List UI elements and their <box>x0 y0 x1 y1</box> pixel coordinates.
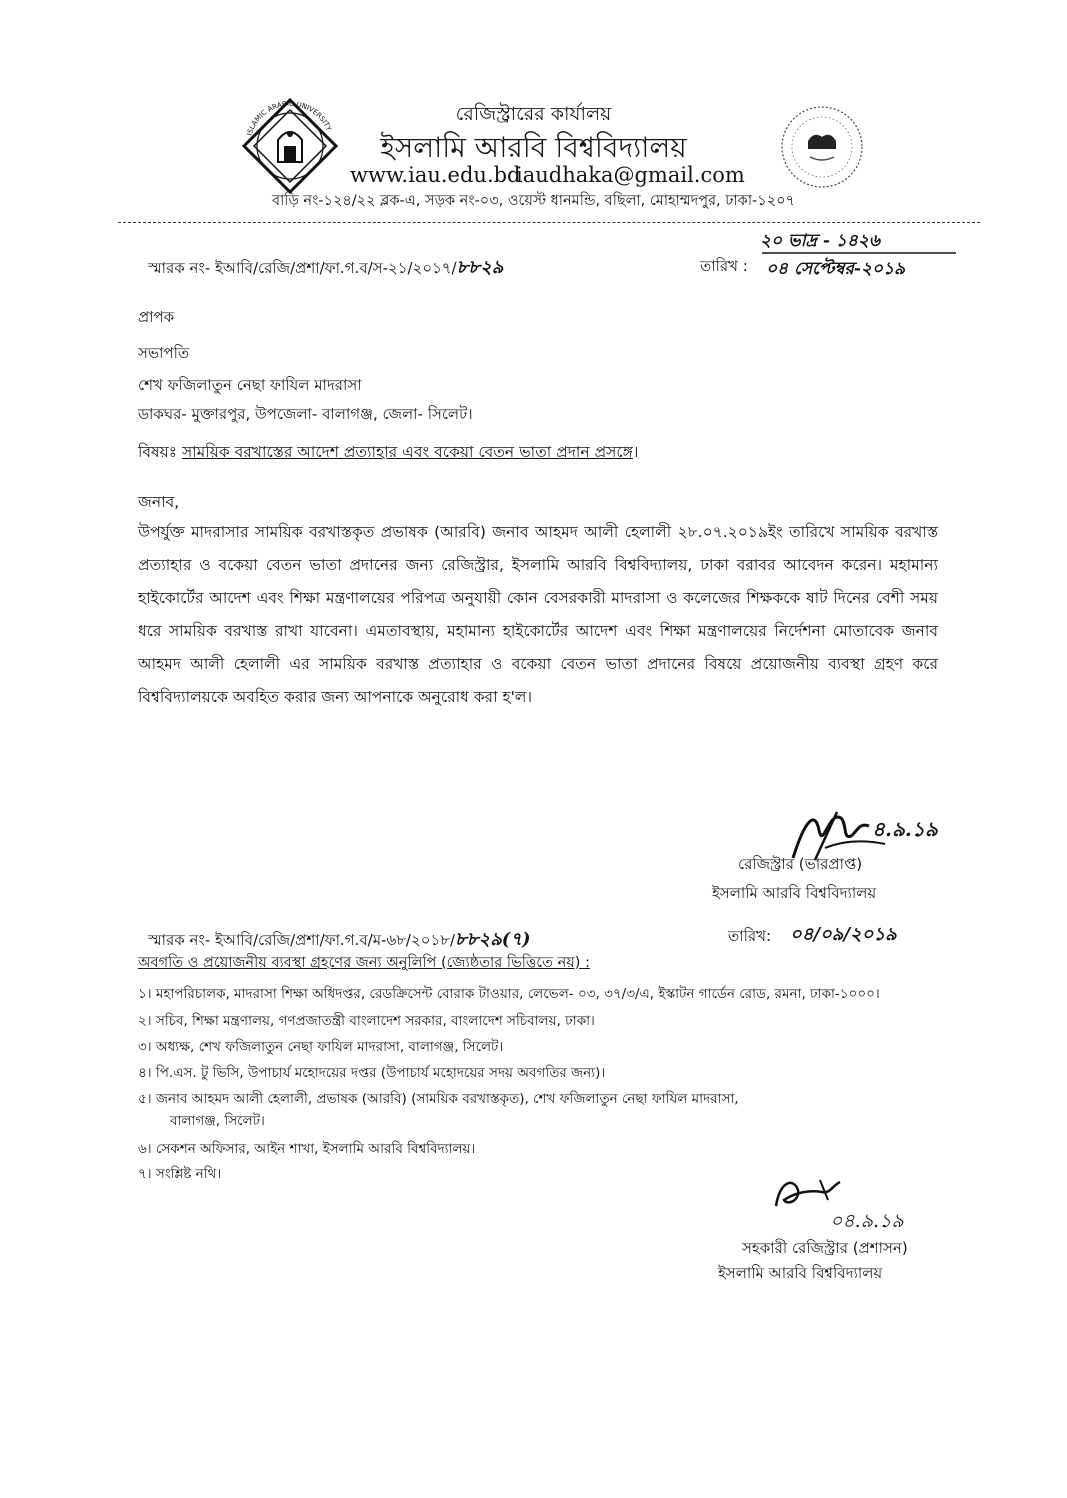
signature1-date: ৪.৯.১৯ <box>872 817 938 841</box>
letter-body: উপর্যুক্ত মাদরাসার সাময়িক বরখাস্তকৃত প্রভাষক (আরবি) জনাব আহমদ আলী হেলালী ২৮.০৭.২০১৯ইং তারিখে সাময়িক বরখাস্ত প্রত্যাহার ও বকেয়া বেতন ভাতা প্রদানের জন্য রেজিস্ট্রার, ইসলামি আরবি বিশ্ববিদ্যালয়, ঢাকা বরাবর আবেদন করেন। মহামান্য হাইকোর্টের আদেশ এবং শিক্ষা মন্ত্রণালয়ের পরিপত্র অনুযায়ী কোন বেসরকারী মাদরাসা ও কলেজের শিক্ষককে ষাট দিনের বেশী সময় ধরে সাময়িক বরখাস্ত রাখা যাবেনা। এমতাবস্থায়, মহামান্য হাইকোর্টের আদেশ এবং শিক্ষা মন্ত্রণালয়ের নির্দেশনা মোতাবেক জনাব আহমদ আলী হেলালী এর সাময়িক বরখাস্ত প্রত্যাহার ও বকেয়া বেতন ভাতা প্রদানের বিষয়ে প্রয়োজনীয় ব্যবস্থা গ্রহণ করে বিশ্ববিদ্যালয়কে অবহিত করার জন্য আপনাকে অনুরোধ করা হ'ল। <box>138 523 938 706</box>
recipient-address: ডাকঘর- মুক্তারপুর, উপজেলা- বালাগঞ্জ, জেলা- সিলেট। <box>138 405 473 423</box>
cc-item: ২। সচিব, শিক্ষা মন্ত্রণালয়, গণপ্রজাতন্ত্রী বাংলাদেশ সরকার, বাংলাদেশ সচিবালয়, ঢাকা। <box>138 1013 595 1029</box>
recipient-title: সভাপতি <box>138 344 190 362</box>
header-divider <box>118 222 980 223</box>
office-name: রেজিস্ট্রারের কার্যালয় <box>455 103 612 125</box>
signature2-date: ০৪.৯.১৯ <box>830 1210 904 1232</box>
signature1-designation: রেজিস্ট্রার (ভারপ্রাপ্ত) <box>738 855 863 873</box>
date-english: ০৪ সেপ্টেম্বর-২০১৯ <box>766 259 906 279</box>
salutation: জনাব, <box>138 493 180 511</box>
website-link[interactable]: www.iau.edu.bd <box>350 163 521 187</box>
reference-number <box>148 253 503 284</box>
subject-label: বিষয়ঃ <box>138 443 178 461</box>
date2-label: তারিখ: <box>728 927 772 945</box>
university-name: ইসলামি আরবি বিশ্ববিদ্যালয় <box>380 131 687 164</box>
signature2-designation: সহকারী রেজিস্ট্রার (প্রশাসন) <box>742 1239 908 1257</box>
date2-value: ০৪/০৯/২০১৯ <box>790 924 897 945</box>
email-link[interactable]: iaudhaka@gmail.com <box>516 163 745 187</box>
signature1-institution: ইসলামি আরবি বিশ্ববিদ্যালয় <box>712 884 877 902</box>
logo-ring-text: ISLAMIC ARABIC UNIVERSITY <box>245 99 333 137</box>
cc-item: ৪। পি.এস. টু ভিসি, উপাচার্য মহোদয়ের দপ্তর (উপাচার্য মহোদয়ের সদয় অবগতির জন্য)। <box>138 1065 606 1081</box>
reference2-number-handwritten: ৮৮২৯(৭) <box>455 929 531 950</box>
subject-line <box>138 440 638 466</box>
office-address: বাড়ি নং-১২৪/২২ ব্লক-এ, সড়ক নং-০৩, ওয়েস্ট ধানমন্ডি, বছিলা, মোহাম্মদপুর, ঢাকা-১২০৭ <box>272 193 795 209</box>
cc-item: ১। মহাপরিচালক, মাদরাসা শিক্ষা অধিদপ্তর, রেডক্রিসেন্ট বোরাক টাওয়ার, লেভেল- ০৩, ৩৭/৩/এ, ইস্কাটন গার্ডেন রোড, রমনা, ঢাকা-১০০০। <box>138 986 880 1002</box>
date-bangla: ২০ ভাদ্র - ১৪২৬ <box>760 231 880 251</box>
date-underline <box>760 250 960 256</box>
subject-text: সাময়িক বরখাস্তের আদেশ প্রত্যাহার এবং বকেয়া বেতন ভাতা প্রদান প্রসঙ্গে <box>181 443 633 461</box>
cc-item: ৩। অধ্যক্ষ, শেখ ফজিলাতুন নেছা ফাযিল মাদরাসা, বালাগঞ্জ, সিলেট। <box>138 1039 504 1055</box>
reference2-number-text: স্মারক নং- ইআবি/রেজি/প্রশা/ফা.গ.ব/ম-৬৮/২০১৮/ <box>148 931 456 949</box>
subject-end: । <box>632 443 639 461</box>
cc-title: অবগতি ও প্রয়োজনীয় ব্যবস্থা গ্রহণের জন্য অনুলিপি (জ্যেষ্ঠতার ভিত্তিতে নয়) : <box>138 955 590 971</box>
cc-item: ৫। জনাব আহমদ আলী হেলালী, প্রভাষক (আরবি) (সাময়িক বরখাস্তকৃত), শেখ ফজিলাতুন নেছা ফাযিল মাদরাসা, <box>138 1091 739 1107</box>
signature2-institution: ইসলামি আরবি বিশ্ববিদ্যালয় <box>718 1264 883 1282</box>
cc-item-continuation: বালাগঞ্জ, সিলেট। <box>170 1113 265 1129</box>
reference-number-text: স্মারক নং- ইআবি/রেজি/প্রশা/ফা.গ.ব/স-২১/২০১৭/ <box>148 259 457 277</box>
date-label: তারিখ : <box>700 257 748 275</box>
cc-item: ৬। সেকশন অফিসার, আইন শাখা, ইসলামি আরবি বিশ্ববিদ্যালয়। <box>138 1141 476 1157</box>
recipient-label: প্রাপক <box>138 308 175 326</box>
cc-item: ৭। সংশ্লিষ্ট নথি। <box>138 1166 222 1182</box>
reference-number-handwritten: ৮৮২৯ <box>456 257 504 278</box>
recipient-organization: শেখ ফজিলাতুন নেছা ফাযিল মাদরাসা <box>138 376 362 394</box>
